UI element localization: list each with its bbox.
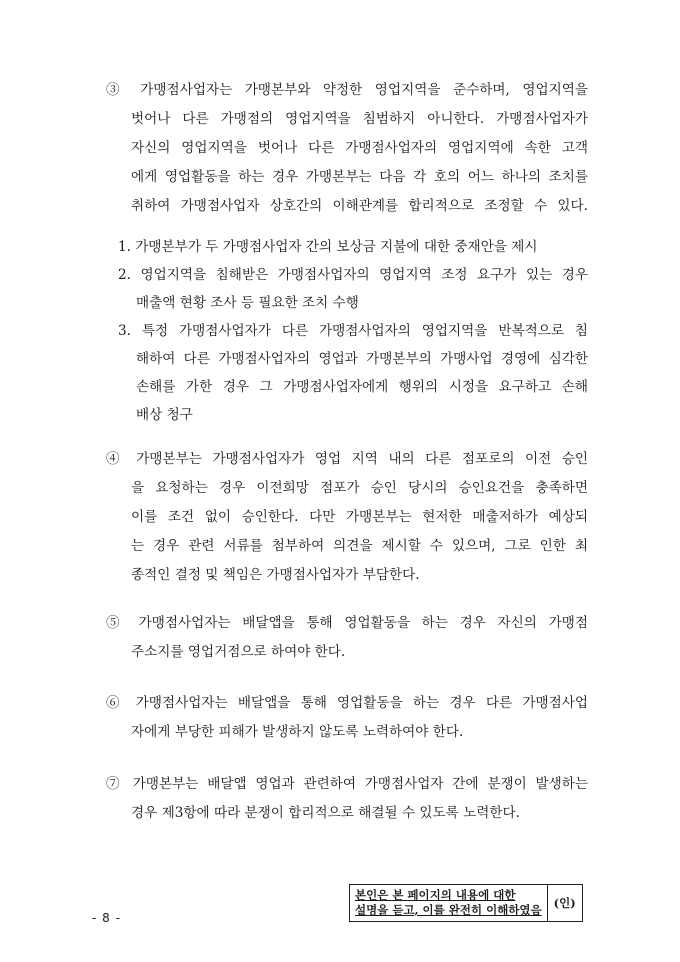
sublist-item-3-cont: 손해를 가한 경우 그 가맹점사업자에게 행위의 시정을 요구하고 손해 (136, 379, 588, 395)
clause-6-line: 자에게 부당한 피해가 발생하지 않도록 노력하여야 한다. (131, 724, 464, 740)
clause-3-line: 에게 영업활동을 하는 경우 가맹본부는 다음 각 호의 어느 하나의 조치를 (131, 169, 588, 185)
clause-5-line: 주소지를 영업거점으로 하여야 한다. (131, 644, 346, 660)
page-number: - 8 - (92, 911, 121, 925)
seal-box (548, 884, 583, 922)
confirmation-box (349, 884, 583, 922)
sublist-item-3-cont: 해하여 다른 가맹점사업자의 영업과 가맹본부의 가맹사업 경영에 심각한 (136, 351, 588, 367)
clause-7-line: ⑦ 가맹본부는 배달앱 영업과 관련하여 가맹점사업자 간에 분쟁이 발생하는 (106, 776, 588, 792)
sublist-item-2-cont: 매출액 현황 조사 등 필요한 조치 수행 (136, 295, 359, 311)
clause-3-line: 취하여 가맹점사업자 상호간의 이해관계를 합리적으로 조정할 수 있다. (131, 198, 588, 214)
clause-4-line: 이를 조건 없이 승인한다. 다만 가맹본부는 현저한 매출저하가 예상되 (131, 509, 588, 525)
clause-7-line: 경우 제3항에 따라 분쟁이 합리적으로 해결될 수 있도록 노력한다. (131, 805, 520, 821)
clause-7 (106, 770, 588, 828)
clause-4-line: ④ 가맹본부는 가맹점사업자가 영업 지역 내의 다른 점포로의 이전 승인 (106, 451, 588, 467)
clause-6-line: ⑥ 가맹점사업자는 배달앱을 통해 영업활동을 하는 경우 다른 가맹점사업 (106, 695, 588, 711)
clause-5-line: ⑤ 가맹점사업자는 배달앱을 통해 영업활동을 하는 경우 자신의 가맹점 (106, 615, 588, 631)
sublist-item-3: 3. 특정 가맹점사업자가 다른 가맹점사업자의 영업지역을 반복적으로 침 (118, 323, 588, 339)
confirmation-line-1: 본인은 본 페이지의 내용에 대한 (355, 888, 516, 902)
clause-5 (106, 609, 588, 667)
sublist-item-3-cont: 배상 청구 (136, 407, 193, 423)
clause-4-line: 을 요청하는 경우 이전희망 점포가 승인 당시의 승인요건을 충족하면 (131, 480, 588, 496)
clause-3 (106, 76, 588, 221)
confirmation-line-2: 설명을 듣고, 이를 완전히 이해하였음 (355, 903, 542, 917)
clause-4 (106, 445, 588, 590)
seal-label: (인) (553, 895, 576, 910)
clause-3-line: 자신의 영업지역을 벗어나 다른 가맹점사업자의 영업지역에 속한 고객 (131, 140, 588, 156)
sublist-item-2: 2. 영업지역을 침해받은 가맹점사업자의 영업지역 조정 요구가 있는 경우 (118, 267, 588, 283)
clause-3-line: 벗어나 다른 가맹점의 영업지역을 침범하지 아니한다. 가맹점사업자가 (131, 111, 588, 127)
sublist-item-1: 1. 가맹본부가 두 가맹점사업자 간의 보상금 지불에 대한 중재안을 제시 (118, 239, 538, 255)
clause-4-line: 종적인 결정 및 책임은 가맹점사업자가 부담한다. (131, 567, 420, 583)
confirmation-statement (349, 884, 548, 922)
clause-4-line: 는 경우 관련 서류를 첨부하여 의견을 제시할 수 있으며, 그로 인한 최 (131, 538, 588, 554)
clause-6 (106, 689, 588, 747)
clause-3-line: ③ 가맹점사업자는 가맹본부와 약정한 영업지역을 준수하며, 영업지역을 (106, 82, 588, 98)
clause-3-sublist (118, 233, 588, 429)
